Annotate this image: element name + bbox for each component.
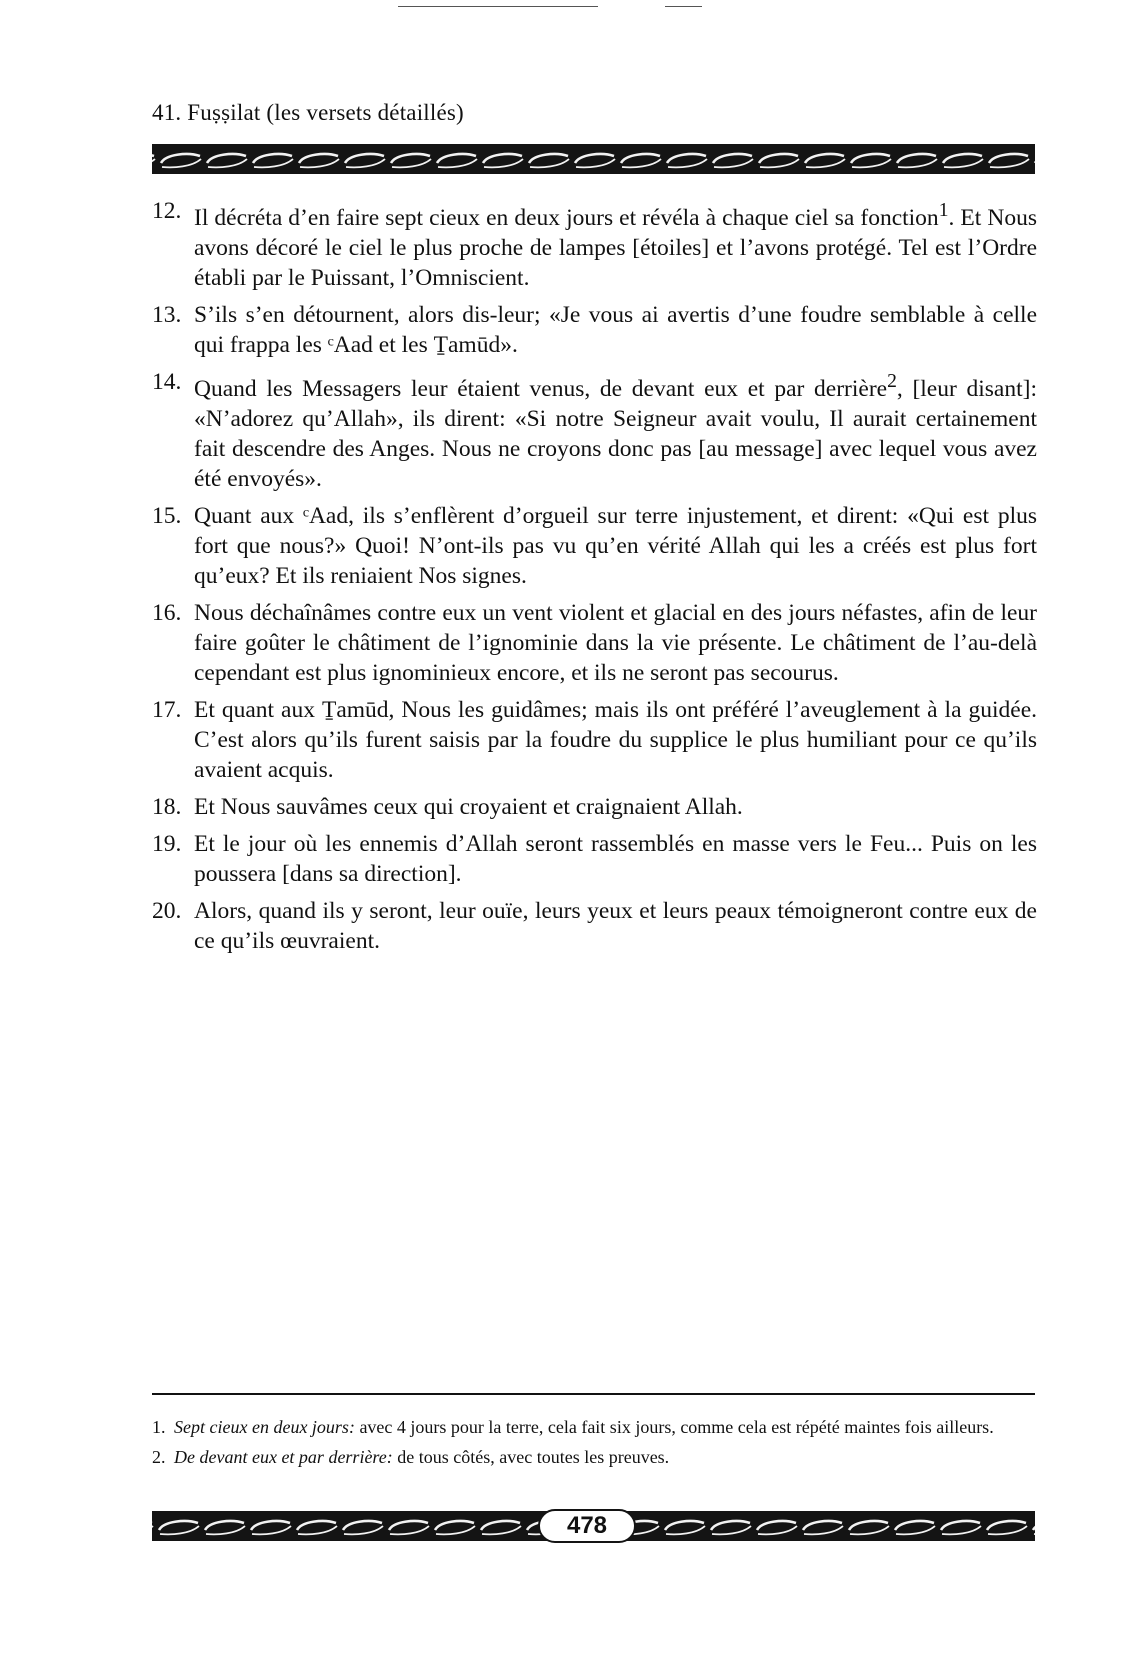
verse-list [152, 196, 1037, 963]
verse-19 [152, 829, 1037, 889]
footnote-divider [152, 1393, 1035, 1395]
top-rule-right [665, 6, 702, 7]
page-number: 478 [538, 1509, 636, 1543]
verse-16 [152, 598, 1037, 688]
verse-text: S’ils s’en détournent, alors dis-leur; «Je vous ai avertis d’une foudre semblable à celle qui frappa les ᶜAad et les Ṯamūd». [194, 301, 1037, 358]
footnote-term: De devant eux et par derrière: [174, 1447, 393, 1467]
verse-14 [152, 367, 1037, 494]
verse-number: 14. [152, 368, 182, 395]
verse-15 [152, 501, 1037, 591]
footnote-text: Sept cieux en deux jours: avec 4 jours pour la terre, cela fait six jours, comme cela est répété maintes fois ailleurs. [174, 1417, 994, 1437]
verse-text: Quand les Messagers leur étaient venus, de devant eux et par derrière$^2$, [leur disant]: «N’adorez qu’Allah», ils dirent: «Si notre Seigneur avait voulu, Il aurait certainement fait descendre des Anges. Nous ne croyons donc pas [au message] avec lequel vous avez été envoyés». [194, 370, 1037, 492]
verse-text: Et quant aux Ṯamūd, Nous les guidâmes; mais ils ont préféré l’aveuglement à la guidée. C’est alors qu’ils furent saisis par la foudre du supplice le plus humiliant pour ce qu’ils avaient acquis. [194, 696, 1037, 783]
verse-20 [152, 896, 1037, 956]
footnote-2 [152, 1445, 1037, 1469]
page-title: 41. Fuṣṣilat (les versets détaillés) [152, 100, 464, 125]
header-chain-pattern [152, 144, 1035, 174]
footnote-term: Sept cieux en deux jours: [174, 1417, 355, 1437]
footnote-1 [152, 1415, 1037, 1439]
verse-text: Alors, quand ils y seront, leur ouïe, leurs yeux et leurs peaux témoigneront contre eux de ce qu’ils œuvraient. [194, 897, 1037, 954]
header-ornament-band [152, 144, 1035, 174]
verse-17 [152, 695, 1037, 785]
verse-number: 18. [152, 793, 182, 820]
verse-number: 13. [152, 301, 182, 328]
verse-number: 15. [152, 502, 182, 529]
verse-text: Nous déchaînâmes contre eux un vent violent et glacial en des jours néfastes, afin de leur faire goûter le châtiment de l’ignominie dans la vie présente. Le châtiment de l’au-delà cependant est plus ignominieux encore, et ils ne seront pas secourus. [194, 599, 1037, 686]
footnote-number: 1. [152, 1417, 166, 1437]
footnote-ref-2[interactable]: 2 [887, 370, 897, 392]
footnote-ref-1[interactable]: 1 [938, 200, 949, 221]
footnote-number: 2. [152, 1447, 166, 1467]
verse-18 [152, 792, 1037, 822]
verse-13 [152, 300, 1037, 360]
verse-text: Et Nous sauvâmes ceux qui croyaient et craignaient Allah. [194, 793, 743, 820]
verse-number: 12. [152, 198, 182, 224]
verse-number: 17. [152, 696, 182, 723]
verse-text: Il décréta d’en faire sept cieux en deux jours et révéla à chaque ciel sa fonction$^1$. Et Nous avons décoré le ciel le plus proche de lampes [étoiles] et l’avons protégé. Tel est l’Ordre établi par le Puissant, l’Omniscient. [194, 200, 1037, 291]
verse-text: Quant aux ᶜAad, ils s’enflèrent d’orgueil sur terre injustement, et dirent: «Qui est plus fort que nous?» Quoi! N’ont-ils pas vu qu’en vérité Allah qui les a créés est plus fort qu’eux? Et ils reniaient Nos signes. [194, 502, 1037, 589]
footnote-text: De devant eux et par derrière: de tous côtés, avec toutes les preuves. [174, 1447, 670, 1467]
verse-number: 16. [152, 599, 182, 626]
footnote-list [152, 1415, 1037, 1475]
verse-number: 19. [152, 830, 182, 857]
verse-number: 20. [152, 897, 182, 924]
verse-text: Et le jour où les ennemis d’Allah seront rassemblés en masse vers le Feu... Puis on les poussera [dans sa direction]. [194, 830, 1037, 887]
top-rule-left [398, 6, 598, 7]
verse-12 [152, 196, 1037, 293]
